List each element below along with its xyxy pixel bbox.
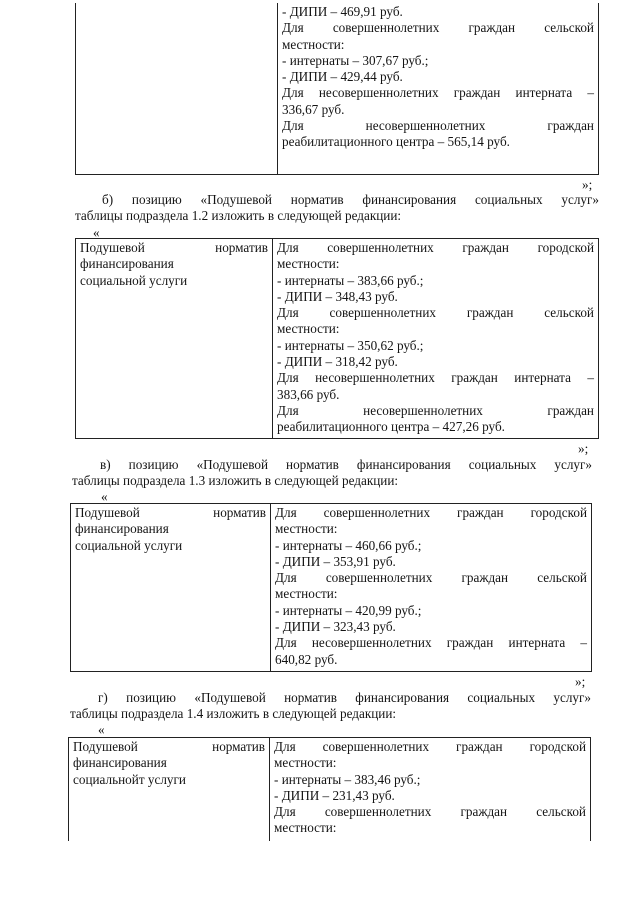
table-left-cell xyxy=(69,738,270,841)
paragraph-v-line1: в) позицию «Подушевой норматив финансирования социальных услуг» xyxy=(100,457,592,472)
paragraph-g-line2: таблицы подраздела 1.4 изложить в следующей редакции: xyxy=(70,706,397,721)
cell-line: Для совершеннолетних граждан сельской xyxy=(277,305,594,321)
table-section-b xyxy=(75,238,599,439)
opening-quote: « xyxy=(98,722,105,737)
cell-line: местности: xyxy=(274,820,337,836)
cell-line: - интернаты – 350,62 руб.; xyxy=(277,337,424,353)
cell-line: - интернаты – 307,67 руб.; xyxy=(282,52,429,68)
table-section-g xyxy=(68,737,591,841)
cell-line: Для несовершеннолетних граждан xyxy=(282,118,594,134)
cell-line: Подушевой норматив xyxy=(73,739,265,754)
cell-line: Для совершеннолетних граждан сельской xyxy=(275,570,587,586)
table-left-cell xyxy=(71,504,271,671)
closing-quote: »; xyxy=(582,177,593,192)
cell-line: 640,82 руб. xyxy=(275,651,338,667)
table-section-v xyxy=(70,503,592,672)
cell-line: Для несовершеннолетних граждан интерната – xyxy=(277,370,594,386)
cell-line: финансирования xyxy=(75,521,169,537)
cell-line: Для совершеннолетних граждан городской xyxy=(275,505,587,520)
paragraph-v-line2: таблицы подраздела 1.3 изложить в следующей редакции: xyxy=(72,473,399,488)
cell-line: - ДИПИ – 323,43 руб. xyxy=(275,619,396,635)
cell-line: - ДИПИ – 429,44 руб. xyxy=(282,69,403,85)
cell-line: Для несовершеннолетних граждан интерната – xyxy=(282,85,594,101)
cell-line: - ДИПИ – 231,43 руб. xyxy=(274,787,395,803)
cell-line: Для совершеннолетних граждан сельской xyxy=(282,20,594,36)
cell-line: Для несовершеннолетних граждан xyxy=(277,402,594,418)
table-right-cell xyxy=(270,738,590,841)
table-right-cell xyxy=(273,239,598,438)
cell-line: социальной услуги xyxy=(75,537,183,553)
cell-line: Для несовершеннолетних граждан интерната – xyxy=(275,635,587,651)
table-continued xyxy=(75,3,599,175)
cell-line: - интернаты – 460,66 руб.; xyxy=(275,537,422,553)
cell-line: местности: xyxy=(274,755,337,771)
table-right-cell xyxy=(278,3,598,174)
cell-line: Подушевой норматив xyxy=(80,240,268,255)
table-left-cell xyxy=(76,3,278,174)
paragraph-b-line1: б) позицию «Подушевой норматив финансирования социальных услуг» xyxy=(102,192,599,207)
closing-quote: »; xyxy=(575,674,586,689)
table-left-cell xyxy=(76,239,273,438)
closing-quote: »; xyxy=(578,441,589,456)
paragraph-b-line2: таблицы подраздела 1.2 изложить в следующей редакции: xyxy=(75,208,402,223)
cell-line: 383,66 руб. xyxy=(277,386,340,402)
table-right-cell xyxy=(271,504,591,671)
cell-line: Для совершеннолетних граждан сельской xyxy=(274,804,586,820)
cell-line: социальнойт услуги xyxy=(73,771,186,787)
cell-line: - ДИПИ – 353,91 руб. xyxy=(275,553,396,569)
cell-line: - интернаты – 383,46 руб.; xyxy=(274,771,421,787)
cell-line: 336,67 руб. xyxy=(282,101,345,117)
cell-line: реабилитационного центра – 427,26 руб. xyxy=(277,419,505,435)
cell-line: - интернаты – 420,99 руб.; xyxy=(275,602,422,618)
cell-line: Для совершеннолетних граждан городской xyxy=(277,240,594,255)
cell-line: местности: xyxy=(277,321,340,337)
paragraph-g-line1: г) позицию «Подушевой норматив финансирования социальных услуг» xyxy=(98,690,591,705)
cell-line: социальной услуги xyxy=(80,272,188,288)
cell-line: финансирования xyxy=(73,755,167,771)
opening-quote: « xyxy=(93,225,100,240)
cell-line: - ДИПИ – 348,43 руб. xyxy=(277,288,398,304)
cell-line: местности: xyxy=(275,521,338,537)
cell-line: местности: xyxy=(282,36,345,52)
cell-line: реабилитационного центра – 565,14 руб. xyxy=(282,134,510,150)
cell-line: местности: xyxy=(275,586,338,602)
opening-quote: « xyxy=(101,489,108,504)
cell-line: Подушевой норматив xyxy=(75,505,266,520)
cell-line: финансирования xyxy=(80,256,174,272)
cell-line: - ДИПИ – 469,91 руб. xyxy=(282,4,403,19)
cell-line: - интернаты – 383,66 руб.; xyxy=(277,272,424,288)
cell-line: - ДИПИ – 318,42 руб. xyxy=(277,354,398,370)
cell-line: местности: xyxy=(277,256,340,272)
cell-line: Для совершеннолетних граждан городской xyxy=(274,739,586,754)
